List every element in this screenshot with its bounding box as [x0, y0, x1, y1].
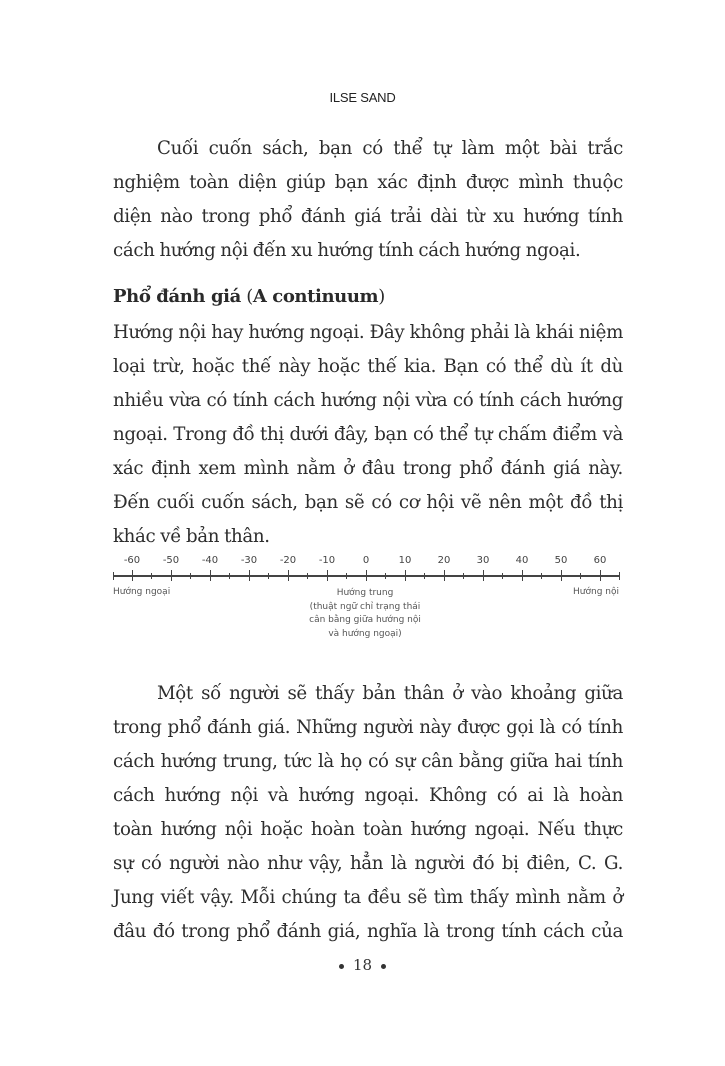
- text-line: sự có người nào như vậy, hẳn là người đó bị điên, C. G.: [113, 853, 623, 874]
- heading-paren-close: ): [378, 286, 385, 307]
- heading-english: A continuum: [252, 286, 379, 307]
- tick-label: 10: [398, 555, 412, 566]
- major-tick: [405, 570, 406, 581]
- minor-tick: [346, 573, 347, 579]
- heading-vietnamese: Phổ đánh giá: [113, 286, 241, 307]
- major-tick: [444, 570, 445, 581]
- text-line: Hướng nội hay hướng ngoại. Đây không phải là khái niệm: [113, 322, 623, 343]
- minor-tick: [229, 573, 230, 579]
- tick-label: 40: [515, 555, 529, 566]
- major-tick: [561, 570, 562, 581]
- tick-label: -40: [201, 555, 219, 566]
- tick-label: 0: [362, 555, 370, 566]
- middle-label-line: cân bằng giữa hướng nội: [309, 615, 421, 625]
- major-tick: [600, 570, 601, 581]
- middle-label-line: và hướng ngoại): [328, 628, 402, 639]
- tick-label: -50: [162, 555, 180, 566]
- major-tick: [288, 570, 289, 581]
- minor-tick: [307, 573, 308, 579]
- paragraph-continuum: [113, 316, 623, 554]
- major-tick: [327, 570, 328, 581]
- paragraph-intro: [113, 132, 623, 268]
- major-tick: [522, 570, 523, 581]
- middle-label-line: (thuật ngữ chỉ trạng thái: [309, 601, 421, 612]
- section-heading: [113, 286, 385, 307]
- major-tick: [483, 570, 484, 581]
- introversion-extroversion-scale: [0, 545, 725, 655]
- tick-label: -60: [123, 555, 141, 566]
- running-head: ILSE SAND: [329, 90, 396, 105]
- minor-tick: [385, 573, 386, 579]
- minor-tick: [541, 573, 542, 579]
- text-line: ngoại. Trong đồ thị dưới đây, bạn có thể tự chấm điểm và: [113, 424, 623, 445]
- text-line: Đến cuối cuốn sách, bạn sẽ có cơ hội vẽ nên một đồ thị: [113, 492, 623, 513]
- bullet-dot-icon: [339, 964, 344, 969]
- tick-label: -10: [318, 555, 336, 566]
- minor-tick: [190, 573, 191, 579]
- minor-tick: [151, 573, 152, 579]
- bullet-dot-icon: [381, 964, 386, 969]
- major-tick: [171, 570, 172, 581]
- text-line: khác về bản thân.: [113, 526, 270, 547]
- text-line: đâu đó trong phổ đánh giá, nghĩa là trong tính cách của: [113, 921, 623, 942]
- major-tick: [366, 570, 367, 581]
- axis-end-tick: [113, 572, 114, 580]
- minor-tick: [268, 573, 269, 579]
- text-line: nhiều vừa có tính cách hướng nội vừa có tính cách hướng: [113, 390, 623, 411]
- text-line: Jung viết vậy. Mỗi chúng ta đều sẽ tìm thấy mình nằm ở: [113, 887, 623, 908]
- tick-label: 30: [476, 555, 490, 566]
- text-line: toàn hướng nội hoặc hoàn toàn hướng ngoại. Nếu thực: [113, 819, 623, 840]
- text-line: loại trừ, hoặc thế này hoặc thế kia. Bạn có thể dù ít dù: [113, 356, 623, 377]
- middle-label-line: Hướng trung: [336, 588, 394, 598]
- text-line: cách hướng nội đến xu hướng tính cách hướng ngoại.: [113, 240, 581, 261]
- text-line: cách hướng trung, tức là họ có sự cân bằng giữa hai tính: [113, 751, 623, 772]
- text-line: Cuối cuốn sách, bạn có thể tự làm một bài trắc: [157, 138, 623, 159]
- scale-left-label: Hướng ngoại: [113, 587, 171, 597]
- text-line: xác định xem mình nằm ở đâu trong phổ đánh giá này.: [113, 458, 623, 479]
- tick-label: 20: [437, 555, 451, 566]
- tick-label: 60: [593, 555, 607, 566]
- text-line: nghiệm toàn diện giúp bạn xác định được mình thuộc: [113, 172, 623, 193]
- minor-tick: [502, 573, 503, 579]
- tick-label: -30: [240, 555, 258, 566]
- page-number-value: 18: [352, 956, 373, 974]
- text-line: trong phổ đánh giá. Những người này được gọi là có tính: [113, 717, 623, 738]
- tick-label: -20: [279, 555, 297, 566]
- scale-right-label: Hướng nội: [573, 587, 619, 597]
- major-tick: [210, 570, 211, 581]
- tick-label: 50: [554, 555, 568, 566]
- text-line: diện nào trong phổ đánh giá trải dài từ xu hướng tính: [113, 206, 623, 227]
- minor-tick: [580, 573, 581, 579]
- page-number: [0, 956, 725, 974]
- major-tick: [132, 570, 133, 581]
- text-line: Một số người sẽ thấy bản thân ở vào khoảng giữa: [157, 683, 623, 704]
- minor-tick: [463, 573, 464, 579]
- minor-tick: [424, 573, 425, 579]
- text-line: cách hướng nội và hướng ngoại. Không có ai là hoàn: [113, 785, 623, 806]
- heading-paren-open: (: [240, 286, 253, 307]
- paragraph-ambivert: [113, 677, 623, 949]
- scale-middle-label: [309, 587, 421, 641]
- major-tick: [249, 570, 250, 581]
- axis-end-tick: [619, 572, 620, 580]
